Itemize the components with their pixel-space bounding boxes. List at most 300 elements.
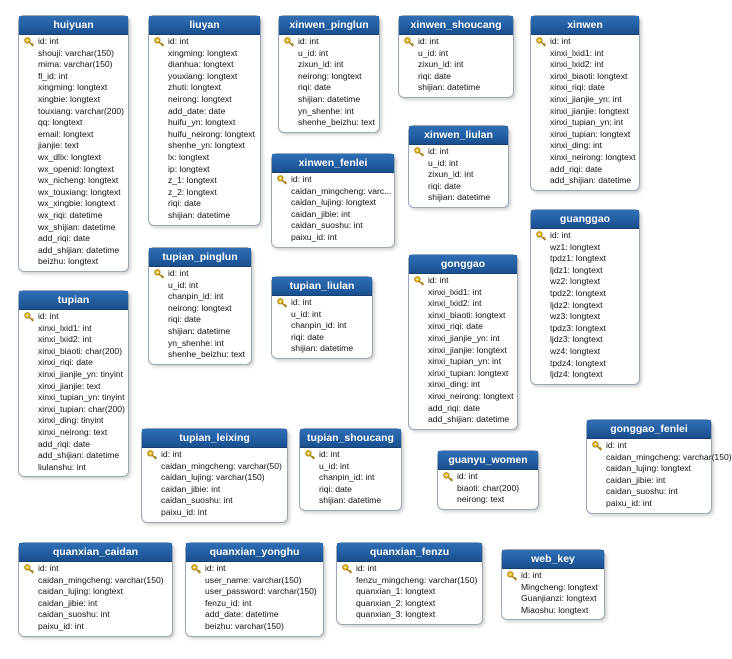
table-field: [19, 71, 128, 83]
table-field: [272, 209, 394, 221]
table-field: [19, 439, 128, 451]
table-title: xinwen_fenlei: [272, 154, 394, 173]
table-title: xinwen_liulan: [409, 126, 508, 145]
table-title: quanxian_caidan: [19, 543, 172, 562]
field-label: wz3: longtext: [550, 311, 601, 322]
table-field: [279, 71, 379, 83]
table-title: xinwen_pinglun: [279, 16, 379, 35]
table-field: [149, 349, 251, 361]
field-label: u_id: int: [428, 157, 459, 168]
table-field: [149, 48, 260, 60]
field-label: shijian: datetime: [418, 82, 481, 93]
field-label: shijian: datetime: [168, 209, 231, 220]
field-label: riqi: date: [168, 198, 201, 209]
table-field: [409, 345, 517, 357]
table-field: [19, 94, 128, 106]
table-field: [272, 220, 394, 232]
table-field: [587, 475, 711, 487]
table-field: [409, 192, 508, 204]
key-icon: [536, 37, 546, 47]
key-icon: [147, 450, 157, 460]
field-label: id: int: [291, 174, 312, 184]
table-field: [531, 358, 639, 370]
table-field: [531, 164, 639, 176]
primary-key-field: [531, 230, 639, 242]
table-title: quanxian_fenzu: [337, 543, 482, 562]
table-field: [438, 483, 538, 495]
field-label: id: int: [161, 449, 182, 459]
table-xinwen[interactable]: [530, 15, 640, 191]
primary-key-field: [142, 449, 287, 461]
field-label: quanxian_3: longtext: [356, 609, 436, 620]
table-field: [531, 334, 639, 346]
table-field: [409, 391, 517, 403]
field-label: youxiang: longtext: [168, 70, 238, 81]
field-label: huifu_neirong: longtext: [168, 128, 255, 139]
field-label: xinxi_tupian_yn: int: [428, 356, 502, 367]
field-label: caidan_suoshu: int: [291, 220, 363, 231]
field-label: quanxian_1: longtext: [356, 586, 436, 597]
table-field: [531, 369, 639, 381]
table-field: [279, 117, 379, 129]
field-label: z_1: longtext: [168, 175, 217, 186]
table-field: [399, 82, 513, 94]
table-field: [149, 210, 260, 222]
field-label: caidan_lujing: longtext: [291, 197, 377, 208]
table-field: [19, 256, 128, 268]
field-label: xinxi_tupian: char(200): [38, 403, 125, 414]
table-title: guanggao: [531, 210, 639, 229]
table-field: [19, 427, 128, 439]
table-field: [149, 59, 260, 71]
field-list: [531, 229, 639, 384]
field-label: shenhe_beizhu: text: [168, 349, 245, 360]
field-label: id: int: [457, 471, 478, 481]
table-field: [300, 461, 401, 473]
field-label: xinxi_biaoti: char(200): [38, 345, 123, 356]
field-label: ljdz2: longtext: [550, 299, 603, 310]
table-field: [142, 461, 287, 473]
table-field: [19, 117, 128, 129]
field-label: caidan_jibie: int: [38, 597, 98, 608]
table-title: tupian_pinglun: [149, 248, 251, 267]
primary-key-field: [272, 174, 394, 186]
primary-key-field: [409, 146, 508, 158]
field-label: xinxi_lxid1: int: [428, 286, 482, 297]
table-field: [409, 379, 517, 391]
field-label: xinxi_jianjie: longtext: [550, 105, 629, 116]
table-field: [149, 106, 260, 118]
table-field: [149, 280, 251, 292]
field-label: fl_id: int: [38, 70, 68, 81]
field-label: Mingcheng: longtext: [521, 581, 598, 592]
field-label: ip: longtext: [168, 163, 210, 174]
table-guanggao[interactable]: [530, 209, 640, 385]
key-icon: [24, 37, 34, 47]
field-label: u_id: int: [418, 47, 449, 58]
field-label: id: int: [606, 440, 627, 450]
field-label: ljdz3: longtext: [550, 334, 603, 345]
table-field: [531, 140, 639, 152]
field-label: zixun_id: int: [298, 59, 344, 70]
field-label: wx_nicheng: longtext: [38, 175, 119, 186]
table-field: [409, 169, 508, 181]
table-field: [272, 197, 394, 209]
table-field: [19, 152, 128, 164]
field-list: [409, 274, 517, 429]
field-label: neirong: longtext: [298, 70, 362, 81]
field-label: xinxi_ding: int: [428, 379, 481, 390]
field-list: [438, 470, 538, 509]
table-field: [531, 265, 639, 277]
field-label: jianjie: text: [38, 140, 79, 151]
table-field: [19, 198, 128, 210]
table-field: [19, 357, 128, 369]
field-label: xinxi_ding: int: [550, 140, 603, 151]
table-field: [279, 94, 379, 106]
primary-key-field: [19, 36, 128, 48]
key-icon: [305, 450, 315, 460]
table-field: [186, 575, 323, 587]
field-label: tpdz4: longtext: [550, 357, 606, 368]
table-field: [149, 303, 251, 315]
table-field: [149, 175, 260, 187]
primary-key-field: [19, 311, 128, 323]
field-label: paixu_id: int: [161, 506, 207, 517]
primary-key-field: [149, 268, 251, 280]
table-gonggao[interactable]: [408, 254, 518, 430]
key-icon: [284, 37, 294, 47]
field-list: [19, 310, 128, 476]
table-field: [409, 310, 517, 322]
field-label: caidan_mingcheng: varchar(50): [161, 460, 282, 471]
field-label: zixun_id: int: [428, 169, 474, 180]
field-label: zhuti: longtext: [168, 82, 222, 93]
field-list: [19, 35, 128, 271]
key-icon: [592, 441, 602, 451]
table-field: [531, 276, 639, 288]
table-web-key[interactable]: [501, 549, 605, 620]
table-field: [337, 575, 482, 587]
table-field: [502, 593, 604, 605]
primary-key-field: [531, 36, 639, 48]
field-label: id: int: [298, 36, 319, 46]
field-label: shijian: datetime: [291, 343, 354, 354]
table-field: [531, 323, 639, 335]
table-title: guanyu_women: [438, 451, 538, 470]
table-field: [19, 187, 128, 199]
table-field: [531, 175, 639, 187]
field-label: xinxi_jianjie_yn: tinyint: [38, 368, 124, 379]
field-label: riqi: date: [418, 70, 451, 81]
field-label: beizhu: longtext: [38, 256, 99, 267]
primary-key-field: [399, 36, 513, 48]
table-tupian[interactable]: [18, 290, 129, 477]
table-field: [19, 334, 128, 346]
table-tupian-leixing[interactable]: [141, 428, 288, 523]
field-label: neirong: text: [457, 494, 505, 505]
field-label: xinxi_lxid1: int: [38, 322, 92, 333]
field-label: lx: longtext: [168, 151, 210, 162]
field-list: [409, 145, 508, 207]
field-label: caidan_mingcheng: varchar(150): [606, 451, 732, 462]
field-label: add_date: date: [168, 105, 226, 116]
field-label: wx_dllx: longtext: [38, 151, 102, 162]
field-label: caidan_suoshu: int: [38, 609, 110, 620]
table-field: [149, 94, 260, 106]
table-title: xinwen: [531, 16, 639, 35]
table-field: [531, 82, 639, 94]
table-field: [149, 82, 260, 94]
field-label: qq: longtext: [38, 117, 83, 128]
field-label: id: int: [550, 36, 571, 46]
field-label: caidan_lujing: varchar(150): [161, 472, 265, 483]
table-field: [19, 598, 172, 610]
table-gonggao-fenlei[interactable]: [586, 419, 732, 514]
table-field: [409, 287, 517, 299]
field-label: yn_shenhe: int: [168, 337, 224, 348]
key-icon: [414, 276, 424, 286]
field-label: mima: varchar(150): [38, 59, 113, 70]
table-field: [279, 59, 379, 71]
field-label: xinxi_tupian: longtext: [428, 367, 509, 378]
field-label: wz1: longtext: [550, 241, 601, 252]
field-label: Guanjianzi: longtext: [521, 593, 597, 604]
table-field: [19, 575, 172, 587]
field-label: id: int: [550, 230, 571, 240]
field-label: xinxi_neirong: longtext: [428, 390, 514, 401]
field-label: wx_riqi: datetime: [38, 209, 103, 220]
field-label: xinxi_neirong: text: [38, 426, 108, 437]
field-list: [149, 35, 260, 225]
table-field: [149, 152, 260, 164]
field-label: fenzu_mingcheng: varchar(150): [356, 574, 478, 585]
table-field: [272, 332, 372, 344]
field-label: Miaoshu: longtext: [521, 604, 589, 615]
table-field: [149, 326, 251, 338]
field-label: riqi: date: [428, 180, 461, 191]
field-label: liulanshu: int: [38, 461, 86, 472]
table-field: [409, 321, 517, 333]
table-field: [142, 472, 287, 484]
table-field: [19, 346, 128, 358]
table-field: [149, 117, 260, 129]
table-field: [19, 82, 128, 94]
field-label: add_date: datetime: [205, 609, 279, 620]
table-field: [19, 210, 128, 222]
table-field: [531, 288, 639, 300]
field-label: add_riqi: date: [38, 233, 91, 244]
table-title: tupian_liulan: [272, 277, 372, 296]
key-icon: [507, 571, 517, 581]
table-field: [337, 586, 482, 598]
table-field: [409, 298, 517, 310]
table-xinwen-pinglun[interactable]: [278, 15, 380, 133]
table-field: [272, 232, 394, 244]
field-list: [272, 296, 372, 358]
field-label: quanxian_2: longtext: [356, 597, 436, 608]
table-field: [531, 253, 639, 265]
table-field: [279, 82, 379, 94]
field-label: caidan_jibie: int: [606, 474, 666, 485]
table-tupian-shoucang[interactable]: [299, 428, 402, 511]
table-field: [19, 233, 128, 245]
table-field: [19, 621, 172, 633]
primary-key-field: [279, 36, 379, 48]
field-label: riqi: date: [298, 82, 331, 93]
field-label: add_shijian: datetime: [428, 414, 510, 425]
field-label: xinxi_tupian_yn: int: [550, 117, 624, 128]
table-field: [531, 94, 639, 106]
table-field: [409, 414, 517, 426]
field-label: fenzu_id: int: [205, 597, 252, 608]
field-label: shouji: varchar(150): [38, 47, 114, 58]
table-field: [19, 164, 128, 176]
table-field: [409, 356, 517, 368]
field-label: chanpin_id: int: [319, 472, 375, 483]
field-list: [399, 35, 513, 97]
field-label: id: int: [38, 36, 59, 46]
table-title: tupian_leixing: [142, 429, 287, 448]
field-label: xinxi_lxid2: int: [550, 59, 604, 70]
table-field: [272, 309, 372, 321]
field-label: chanpin_id: int: [291, 320, 347, 331]
table-field: [587, 498, 711, 510]
field-label: paixu_id: int: [606, 497, 652, 508]
field-label: xinxi_jianjie: longtext: [428, 344, 507, 355]
table-field: [399, 59, 513, 71]
field-label: caidan_suoshu: int: [161, 495, 233, 506]
table-field: [300, 472, 401, 484]
primary-key-field: [337, 563, 482, 575]
table-tupian-pinglun[interactable]: [148, 247, 252, 365]
field-label: caidan_jibie: int: [291, 208, 351, 219]
key-icon: [191, 564, 201, 574]
field-label: shijian: datetime: [298, 93, 361, 104]
table-quanxian-fenzu[interactable]: [336, 542, 483, 625]
table-title: xinwen_shoucang: [399, 16, 513, 35]
table-field: [279, 48, 379, 60]
primary-key-field: [149, 36, 260, 48]
field-label: id: int: [418, 36, 439, 46]
field-label: wz2: longtext: [550, 276, 601, 287]
table-field: [409, 158, 508, 170]
table-xinwen-liulan[interactable]: [408, 125, 509, 208]
field-label: xinxi_lxid1: int: [550, 47, 604, 58]
table-field: [531, 300, 639, 312]
field-list: [19, 562, 172, 636]
field-label: ljdz1: longtext: [550, 264, 603, 275]
table-field: [409, 403, 517, 415]
field-label: caidan_lujing: longtext: [38, 586, 124, 597]
table-quanxian-yonghu[interactable]: [185, 542, 324, 637]
table-field: [186, 609, 323, 621]
field-label: shenhe_beizhu: text: [298, 117, 375, 128]
field-list: [300, 448, 401, 510]
field-label: email: longtext: [38, 128, 94, 139]
table-field: [149, 129, 260, 141]
field-label: id: int: [38, 311, 59, 321]
table-field: [19, 129, 128, 141]
key-icon: [404, 37, 414, 47]
field-label: xinxi_jianjie_yn: int: [550, 93, 622, 104]
primary-key-field: [272, 297, 372, 309]
table-field: [142, 507, 287, 519]
table-xinwen-shoucang[interactable]: [398, 15, 514, 98]
table-title: gonggao: [409, 255, 517, 274]
table-xinwen-fenlei[interactable]: [271, 153, 395, 248]
field-label: biaoti: char(200): [457, 482, 520, 493]
table-tupian-liulan[interactable]: [271, 276, 373, 359]
table-field: [409, 181, 508, 193]
field-label: paixu_id: int: [291, 231, 337, 242]
field-list: [186, 562, 323, 636]
key-icon: [443, 472, 453, 482]
key-icon: [536, 231, 546, 241]
table-title: tupian: [19, 291, 128, 310]
field-label: xingming: longtext: [38, 82, 108, 93]
table-field: [531, 106, 639, 118]
field-label: xinxi_riqi: date: [550, 82, 605, 93]
table-field: [19, 369, 128, 381]
field-label: dianhua: longtext: [168, 59, 234, 70]
field-label: caidan_lujing: longtext: [606, 463, 692, 474]
field-list: [149, 267, 251, 364]
field-label: xinxi_ding: tinyint: [38, 415, 104, 426]
field-label: caidan_mingcheng: varchar(150): [38, 574, 164, 585]
table-liuyan[interactable]: [148, 15, 261, 226]
table-field: [19, 450, 128, 462]
field-label: add_riqi: date: [38, 438, 91, 449]
field-label: id: int: [291, 297, 312, 307]
field-label: u_id: int: [168, 279, 199, 290]
field-label: xinxi_jianjie_yn: int: [428, 332, 500, 343]
table-field: [19, 323, 128, 335]
field-label: chanpin_id: int: [168, 291, 224, 302]
table-title: tupian_shoucang: [300, 429, 401, 448]
field-list: [337, 562, 482, 624]
table-title: web_key: [502, 550, 604, 569]
primary-key-field: [502, 570, 604, 582]
field-label: xinxi_biaoti: longtext: [428, 309, 506, 320]
table-field: [409, 368, 517, 380]
field-label: id: int: [168, 36, 189, 46]
table-field: [19, 222, 128, 234]
table-field: [587, 486, 711, 498]
table-field: [531, 59, 639, 71]
table-quanxian-caidan[interactable]: [18, 542, 173, 637]
table-field: [531, 48, 639, 60]
table-field: [149, 314, 251, 326]
field-label: user_password: varchar(150): [205, 586, 317, 597]
table-huiyuan[interactable]: [18, 15, 129, 272]
primary-key-field: [186, 563, 323, 575]
primary-key-field: [438, 471, 538, 483]
table-guanyu-women[interactable]: [437, 450, 539, 510]
table-field: [272, 320, 372, 332]
field-label: neirong: longtext: [168, 302, 232, 313]
field-label: id: int: [356, 563, 377, 573]
field-label: wx_shijian: datetime: [38, 221, 116, 232]
table-title: quanxian_yonghu: [186, 543, 323, 562]
field-label: u_id: int: [319, 460, 350, 471]
key-icon: [277, 175, 287, 185]
field-label: yn_shenhe: int: [298, 105, 354, 116]
field-label: user_name: varchar(150): [205, 574, 302, 585]
table-field: [149, 164, 260, 176]
table-field: [300, 495, 401, 507]
table-field: [186, 586, 323, 598]
